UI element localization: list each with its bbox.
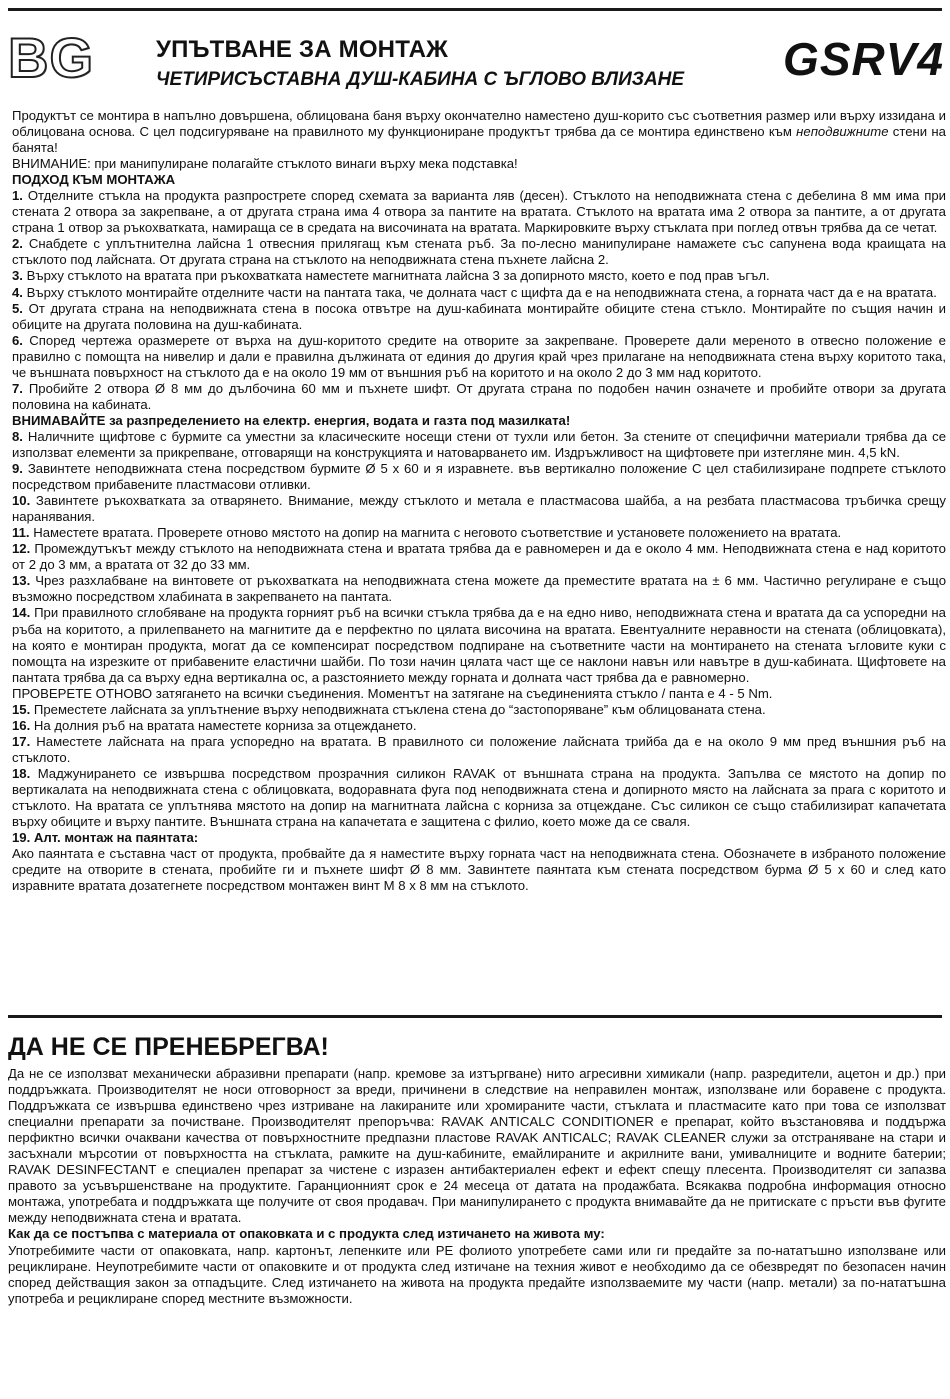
step-number: 18. bbox=[12, 765, 31, 781]
approach-heading: ПОДХОД КЪМ МОНТАЖА bbox=[12, 172, 176, 188]
step-item bbox=[12, 188, 946, 236]
step-text: Според чертежа оразмерете от върха на душ-коритото средите на отворите за закрепване. Проверете дали мереното в отвесно положение е правилно с помощта на нивелир и дали е правилна дължината от единия до другия край чрез прилагане на неподвижната стена върху коритото така, че външната повърхност на стъклото да е на около 19 мм от външния ръб на коритото и на около 2 до 3 мм над коритото. bbox=[12, 332, 946, 380]
step-number: 17. bbox=[12, 733, 31, 749]
step-text: На долния ръб на вратата наместете корниза за отцеждането. bbox=[30, 717, 417, 733]
step-number: 2. bbox=[12, 236, 23, 252]
step-number: 16. bbox=[12, 717, 31, 733]
instructions-body bbox=[12, 108, 946, 894]
language-code: BG bbox=[8, 26, 94, 89]
step-number: 15. bbox=[12, 701, 31, 717]
step-text: Завинтете ръкохватката за отварянето. Внимание, между стъклото и метала е пластмасова шайба, а на резбата пластмасова тръбичка срещу наранявания. bbox=[12, 493, 946, 525]
step-item bbox=[12, 268, 946, 284]
step-text: Маджунирането се извършва посредством прозрачния силикон RAVAK от външната страна на продукта. Запълва се мястото на допир по вертикалата на неподвижната стена с облицовката, водоравната фуга под неподвижната стена и допирното място на лайсната за прага с коритото и стъклото. На вратата се уплътнява мястото на допир на магнитната лайсна с корниза за отцеждане. Със силикон се също стабилизират капачетата върху обиците и върху пантите. Външната страна на капачетата е защитена с филио, което може да се сваля. bbox=[12, 765, 946, 830]
step-number: 14. bbox=[12, 605, 31, 621]
step-item bbox=[12, 846, 946, 894]
step-text: ВНИМАВАЙТЕ за разпределението на електр. енергия, водата и газта под мазилката! bbox=[12, 412, 571, 428]
step-item bbox=[12, 766, 946, 830]
handling-warning: ВНИМАНИЕ: при манипулиране полагайте стъклото винаги върху мека подставка! bbox=[12, 156, 518, 172]
step-item bbox=[12, 541, 946, 573]
step-text: Отделните стъкла на продукта разпрострете според схемата за варианта ляв (десен). Стъклото на неподвижната стена с дебелина 8 мм има при стената 2 отвора за закрепване, а от другата страна има 4 отвора за пантите на вратата. Стъклото на вратата има 2 отвора за пантите, а от другата страна 1 отвор за ръкохватката, намираща се в средата на височината на вратата. Маркировките върху стъклата при поглед отвън трябва да се четат. bbox=[12, 188, 946, 236]
step-text: Алт. монтаж на паянтата: bbox=[30, 830, 199, 846]
step-number: 1. bbox=[12, 188, 23, 204]
step-text: Промеждутъкът между стъклото на неподвижната стена и вратата трябва да е равномерен и да е около 4 мм. Неподвижната стена е над коритото от 2 до 3 мм, а вратата от 32 до 33 мм. bbox=[12, 541, 946, 573]
model-code: GSRV4 bbox=[783, 33, 944, 85]
step-item bbox=[12, 236, 946, 268]
step-item bbox=[12, 686, 946, 702]
section-divider bbox=[8, 1015, 942, 1018]
step-number: 7. bbox=[12, 380, 23, 396]
step-number: 6. bbox=[12, 332, 23, 348]
step-number: 4. bbox=[12, 284, 23, 300]
step-item bbox=[12, 718, 946, 734]
step-number: 8. bbox=[12, 428, 23, 444]
step-item bbox=[12, 573, 946, 605]
steps-list bbox=[12, 188, 946, 894]
top-divider bbox=[8, 8, 942, 11]
step-item bbox=[12, 381, 946, 413]
step-item bbox=[12, 830, 946, 846]
page-subtitle: ЧЕТИРИСЪСТАВНА ДУШ-КАБИНА С ЪГЛОВО ВЛИЗАНЕ bbox=[156, 69, 685, 90]
step-text: Върху стъклото на вратата при ръкохватката наместете магнитната лайсна 3 за допирното място, което е под прав ъгъл. bbox=[22, 268, 770, 284]
notice-body bbox=[8, 1066, 946, 1307]
step-item bbox=[12, 285, 946, 301]
step-text: Снабдете с уплътнителна лайсна 1 отвесния прилягащ към стената ръб. За по-лесно манипулиране намажете със сапунена вода краищата на стъклото под лайсната. От другата страна на стъклото на неподвижната стена пъхнете лайсна 2. bbox=[12, 236, 946, 268]
step-item bbox=[12, 413, 946, 429]
step-text: Върху стъклото монтирайте отделните части на пантата така, че долната част с щифта да е на неподвижната стена, а горната част да е на вратата. bbox=[22, 284, 937, 300]
step-number: 9. bbox=[12, 461, 23, 477]
step-text: При правилното сглобяване на продукта горният ръб на всички стъкла трябва да е на едно ниво, неподвижната стена и вратата да са успоредни на ръба на коритото, а прилепването на магнитите да е перфектно по цялата височина на вратата. Евентуалните неравности на стената (облицовката), на която е монтиран продукта, могат да се компенсират посредством подпиране на съответните части на монтирането на стената ъгловите куки с помощта на изрезките от прибавените еластични шайби. По този начин цялата част ще се наклони навън или навътре в душ-кабината. Щифтовете на пантата трябва да са върху една вертикална ос, а разстоянието между горната и долната част трябва да е равномерно. bbox=[12, 605, 946, 685]
step-item bbox=[12, 429, 946, 461]
step-number: 10. bbox=[12, 493, 31, 509]
step-item bbox=[12, 333, 946, 381]
step-number: 5. bbox=[12, 300, 23, 316]
intro-paragraph: Продуктът се монтира в напълно довършена, облицована баня върху окончателно наместено душ-корито със съответния размер или върху иззидана и облицована основа. С цел подсигуряване на правилното му функциониране продуктът трябва да се монтира единствено към неподвижните стени на банята! bbox=[12, 108, 946, 156]
notice-title: ДА НЕ СЕ ПРЕНЕБРЕГВА! bbox=[8, 1033, 329, 1061]
step-text: Пробийте 2 отвора Ø 8 мм до дълбочина 60 мм и пъхнете шифт. От другата страна по подобен начин означете и пробийте отвори за другата половина на кабината. bbox=[12, 380, 946, 412]
page-title: УПЪТВАНЕ ЗА МОНТАЖ bbox=[156, 36, 448, 63]
step-number: 19. bbox=[12, 830, 31, 846]
packaging-heading: Как да се постъпва с материала от опаковката и с продукта след изтичането на живота му: bbox=[8, 1226, 605, 1242]
step-item bbox=[12, 702, 946, 718]
step-text: ПРОВЕРЕТЕ ОТНОВО затягането на всички съединения. Моментът на затягане на съединенията стъкло / панта е 4 - 5 Nm. bbox=[12, 685, 773, 701]
step-item bbox=[12, 301, 946, 333]
step-text: Наличните щифтове с бурмите са уместни за класическите носещи стени от тухли или бетон. За стените от специфични материали трябва да се използват елементи за прикрепване, отговарящи на конструкцията и натоварването им. Издръжливост на щифтовете при изтегляне мин. 4,5 kN. bbox=[12, 428, 946, 460]
step-item bbox=[12, 461, 946, 493]
step-item bbox=[12, 525, 946, 541]
step-text: Преместете лайсната за уплътнение върху неподвижната стъклена стена до “застопоряване” към облицованата стена. bbox=[30, 701, 766, 717]
step-number: 13. bbox=[12, 573, 31, 589]
step-item bbox=[12, 734, 946, 766]
step-text: Ако паянтата е съставна част от продукта, пробвайте да я наместите върху горната част на неподвижната стена. Обозначете в избраното положение средите на отворите в стената, пробийте ги и пъхнете шифт Ø 8 мм. Завинтете паянтата към стената посредством бурма Ø 5 x 60 и след като изравните вратата дозатегнете посредством монтажен винт М 8 x 8 мм на стъклото. bbox=[12, 846, 946, 894]
step-item bbox=[12, 493, 946, 525]
step-number: 11. bbox=[12, 525, 30, 541]
step-text: От другата страна на неподвижната стена в посока отвътре на душ-кабината монтирайте обиците стена стъкло. Монтирайте по същия начин и обиците на другата половина на душ-кабината. bbox=[12, 300, 946, 332]
step-item bbox=[12, 605, 946, 685]
step-text: Завинтете неподвижната стена посредством бурмите Ø 5 x 60 и я изравнете. във вертикално положение С цел стабилизиране подпрете стъклото посредством прибавените пластмасови отливки. bbox=[12, 461, 946, 493]
step-text: Наместете лайсната на прага успоредно на вратата. В правилното си положение лайсната трийба да е на около 9 мм пред външния ръб на стъклото. bbox=[12, 733, 946, 765]
step-number: 12. bbox=[12, 541, 31, 557]
step-text: Наместете вратата. Проверете отново мястото на допир на магнита с неговото съответствие и установете положението на вратата. bbox=[29, 525, 842, 541]
packaging-paragraph: Употребимите части от опаковката, напр. картонът, лепенките или PE фолиото употребете сами или ги предайте за по-нататъшно използване или рециклиране. Неупотребимите части от опаковките и от продукта след изтичане на техния живот е необходимо да се обезвредят по безопасен начин според действащия закон за отпадъците. След изтичането на живота на продукта предайте използваемите му части (напр. метали) за по-нататъшна употреба и рециклиране според местните възможности. bbox=[8, 1242, 946, 1306]
notice-paragraph: Да не се използват механически абразивни препарати (напр. кремове за изтъргване) нито агресивни химикали (напр. разредители, ацетон и др.) при поддръжката. Производителят не носи отговорност за вреди, причинени в следствие на неправилен монтаж, използване или боравене с продукта. Поддръжката се извършва единствено чрез изтриване на лакираните или хромираните части, стъклата и пластмасите като при това се използват специални препарати за почистване. Производителят препоръчва: RAVAK ANTICALC CONDITIONER е препарат, който възстановява и поддържа перфиктно всички очаквани качества от повърхностните предпазни пластове RAVAK ANTICALC; RAVAK CLEANER служи за отстраняване на стари и засъхнали мърсотии от повърхността на стъклата, рамките на душ-кабините, емайлираните и акрилните вани, умивалниците и водните батерии; RAVAK DESINFECTANT е специален препарат за чистене с изразен антибактериален ефект и ефект спещу плесента. Производителят си запазва правото за усъвършенстване на продуктите. Гаранционният срок е 24 месеца от датата на продажбата. Всякаква подробна информация относно монтажа, употребата и поддръжката ще получите от своя продавач. При манипулирането с продукта внимавайте да не притискате с пръсти във фугите между неподвижната стена и вратата. bbox=[8, 1066, 946, 1226]
step-number: 3. bbox=[12, 268, 23, 284]
step-text: Чрез разхлабване на винтовете от ръкохватката на неподвижната стена можете да преместите вратата на ± 6 мм. Частично регулиране е също възможно посредством хлабината в закрепването на пантата. bbox=[12, 573, 946, 605]
